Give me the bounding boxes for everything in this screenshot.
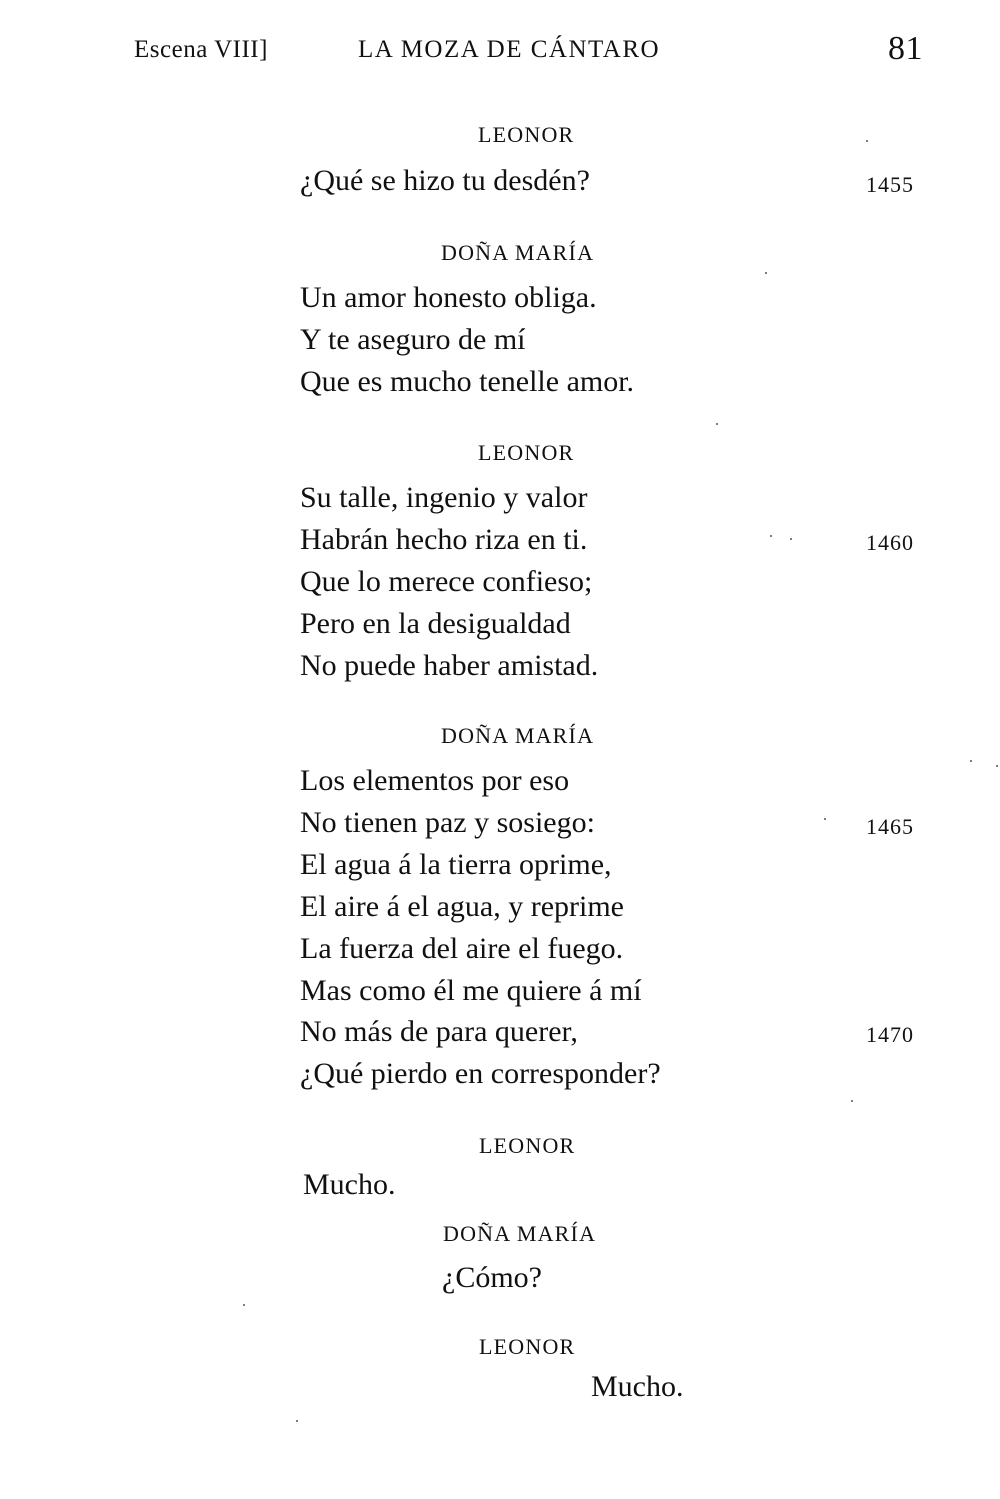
running-header-title: LA MOZA DE CÁNTARO	[358, 36, 661, 63]
scan-speck	[970, 760, 972, 762]
scan-speck	[824, 818, 826, 820]
verse-line: ¿Cómo?	[442, 1261, 542, 1294]
verse-line: No puede haber amistad.	[300, 649, 599, 682]
speaker-name: LEONOR	[479, 1133, 576, 1158]
line-number: 1455	[866, 172, 914, 197]
verse-line: Que lo merece confieso;	[300, 565, 593, 598]
scan-speck	[866, 140, 868, 142]
verse-line: El aire á el agua, y reprime	[300, 890, 624, 923]
page-number: 81	[888, 30, 923, 67]
running-header-scene: Escena VIII]	[134, 36, 268, 63]
speaker-name: LEONOR	[479, 1334, 576, 1359]
verse-line: No más de para querer,	[300, 1015, 578, 1048]
verse-line: Mucho.	[303, 1168, 396, 1201]
verse-line: Que es mucho tenelle amor.	[300, 365, 635, 398]
verse-line: El agua á la tierra oprime,	[300, 848, 612, 881]
verse-line: Mas como él me quiere á mí	[300, 974, 642, 1007]
line-number: 1465	[866, 814, 914, 839]
scan-speck	[770, 535, 772, 537]
verse-line: La fuerza del aire el fuego.	[300, 932, 624, 965]
speaker-name: LEONOR	[478, 440, 575, 465]
scan-speck	[851, 1100, 853, 1102]
verse-line: Los elementos por eso	[300, 764, 570, 797]
verse-line: Y te aseguro de mí	[300, 323, 526, 356]
scan-speck	[243, 1304, 245, 1306]
verse-line: Habrán hecho riza en ti.	[300, 523, 588, 556]
scan-speck	[296, 1420, 298, 1422]
verse-line: ¿Qué se hizo tu desdén?	[300, 164, 590, 197]
verse-line: Mucho.	[591, 1370, 684, 1403]
line-number: 1460	[866, 530, 914, 555]
scan-speck	[996, 765, 998, 767]
speaker-name: DOÑA MARÍA	[443, 1221, 597, 1246]
speaker-name: LEONOR	[478, 122, 575, 147]
scan-speck	[765, 272, 767, 274]
verse-line: Un amor honesto obliga.	[300, 281, 597, 314]
verse-line: Su talle, ingenio y valor	[300, 481, 588, 514]
speaker-name: DOÑA MARÍA	[441, 240, 595, 265]
speaker-name: DOÑA MARÍA	[441, 723, 595, 748]
scan-speck	[790, 538, 792, 540]
verse-line: ¿Qué pierdo en corresponder?	[300, 1057, 661, 1090]
verse-line: No tienen paz y sosiego:	[300, 806, 595, 839]
line-number: 1470	[866, 1022, 914, 1047]
verse-line: Pero en la desigualdad	[300, 607, 571, 640]
scan-speck	[716, 423, 718, 425]
